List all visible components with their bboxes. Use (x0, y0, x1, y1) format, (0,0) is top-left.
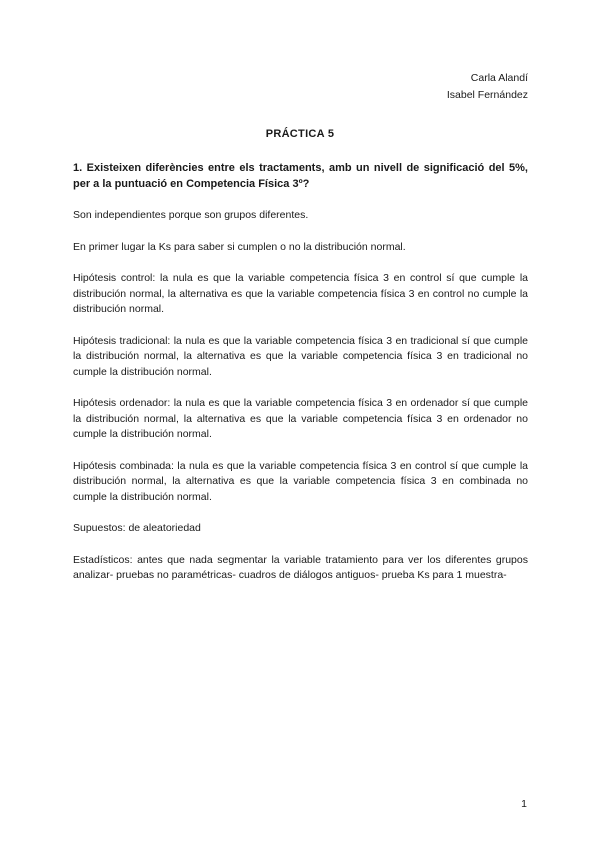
paragraph-hypothesis-traditional: Hipótesis tradicional: la nula es que la variable competencia física 3 en tradicional sí que cumple la distribución normal, la alternativa es que la variable competencia física 3 en tradicional no cumple la distribución normal. (73, 334, 528, 378)
paragraph-independence: Son independientes porque son grupos diferentes. (73, 209, 309, 221)
paragraph-statistics: Estadísticos: antes que nada segmentar la variable tratamiento para ver los diferentes grupos analizar- pruebas no paramétricas- cuadros de diálogos antiguos- prueba Ks para 1 muestra- (73, 553, 528, 581)
paragraph-ks-intro: En primer lugar la Ks para saber si cumplen o no la distribución normal. (73, 240, 406, 253)
document-title: PRÁCTICA 5 (265, 128, 335, 140)
paragraph-assumptions: Supuestos: de aleatoriedad (73, 522, 201, 534)
author-name: Isabel Fernández (446, 89, 528, 101)
paragraph-hypothesis-control: Hipótesis control: la nula es que la variable competencia física 3 en control sí que cumple la distribución normal, la alternativa es que la variable competencia física 3 en control no cumple la distribución normal. (73, 272, 528, 315)
paragraph-hypothesis-computer: Hipótesis ordenador: la nula es que la variable competencia física 3 en ordenador sí que cumple la distribución normal, la alternativa es que la variable competencia física 3 en ordenador no cumple la distribución normal. (73, 397, 528, 440)
question-heading: 1. Existeixen diferències entre els tractaments, amb un nivell de significació del 5%, per a la puntuació en Competencia Física 3º? (73, 162, 528, 190)
paragraph-hypothesis-combined: Hipótesis combinada: la nula es que la variable competencia física 3 en control sí que cumple la distribución normal, la alternativa es que la variable competencia física 3 en combinada no cumple la distribución normal. (73, 459, 528, 503)
document-body (73, 161, 528, 600)
author-name: Carla Alandí (470, 72, 528, 84)
author-block (447, 70, 528, 104)
page-number: 1 (521, 798, 527, 810)
